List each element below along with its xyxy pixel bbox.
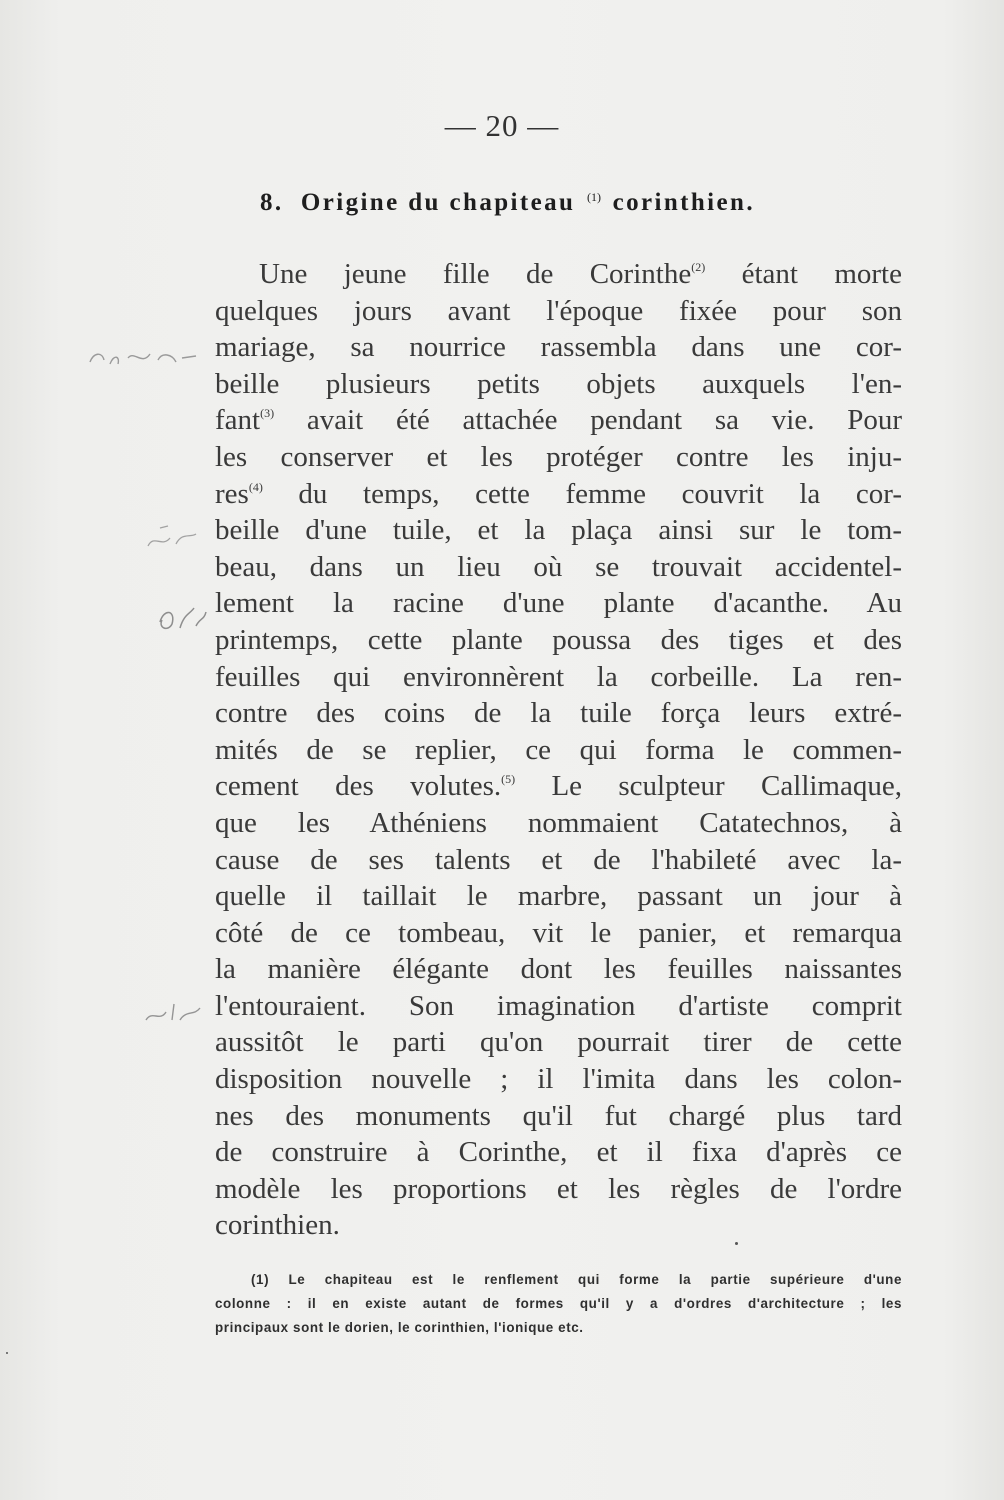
paragraph-line: disposition nouvelle ; il l'imita dans les colon- [215,1063,902,1096]
pencil-annotation [150,598,210,638]
pencil-annotation [84,340,204,374]
heading-title-part1: Origine du chapiteau [300,189,576,216]
footnote [215,1268,902,1340]
ink-speck [6,1352,8,1354]
paragraph-line: mariage, sa nourrice rassembla dans une cor- [215,331,902,364]
paragraph-line: quelle il taillait le marbre, passant un jour à [215,880,902,913]
body-paragraph [215,256,902,1244]
section-number: 8. [260,189,284,216]
paragraph-line: modèle les proportions et les règles de l'ordre [215,1172,902,1205]
footnote-ref: (2) [691,260,706,274]
paragraph-line: côté de ce tombeau, vit le panier, et remarqua [215,916,902,949]
footnote-ref: (5) [501,772,516,787]
paragraph-line: feuilles qui environnèrent la corbeille. La ren- [215,660,902,693]
paragraph-line: l'entouraient. Son imagination d'artiste comprit [215,989,902,1022]
pencil-annotation [140,518,210,558]
paragraph-line: res$^{(4)}$ du temps, cette femme couvrit la cor- [215,477,902,510]
footnote-line: (1) Le chapiteau est le renflement qui forme la partie supérieure d'une [251,1272,902,1287]
footnote-ref: (3) [260,406,275,421]
paragraph-line: la manière élégante dont les feuilles naissantes [215,953,902,986]
paragraph-line: fant$^{(3)}$ avait été attachée pendant sa vie. Pour [215,404,902,437]
heading-footnote-ref: (1) [586,190,601,204]
paragraph-line: beille d'une tuile, et la plaça ainsi sur le tom- [215,514,902,547]
paragraph-line: beau, dans un lieu où se trouvait accidentel- [215,550,902,583]
paragraph-line: nes des monuments qu'il fut chargé plus tard [215,1099,902,1132]
paragraph-line: lement la racine d'une plante d'acanthe. Au [215,587,902,620]
paragraph-line: printemps, cette plante poussa des tiges et des [215,623,902,656]
pencil-annotation [138,996,206,1030]
paragraph-line: Une jeune fille de Corinthe$^{(2)}$ étant morte [259,258,902,290]
footnote-ref: (4) [248,479,263,494]
paragraph-line: beille plusieurs petits objets auxquels l'en- [215,367,902,400]
paragraph-line: cause de ses talents et de l'habileté avec la- [215,843,902,876]
footnote-line: principaux sont le dorien, le corinthien, l'ionique etc. [215,1320,584,1335]
paragraph-line: corinthien. [215,1209,340,1242]
paragraph-line: que les Athéniens nommaient Catatechnos, à [215,806,902,839]
heading-title-part2: corinthien. [612,189,755,216]
paragraph-line: cement des volutes.$^{(5)}$ Le sculpteur Callimaque, [215,770,902,803]
paragraph-line: quelques jours avant l'époque fixée pour son [215,294,902,327]
footnote-line: colonne : il en existe autant de formes qu'il y a d'ordres d'architecture ; les [215,1296,902,1311]
paragraph-line: aussitôt le parti qu'on pourrait tirer de cette [215,1026,902,1059]
paragraph-line: contre des coins de la tuile força leurs extré- [215,697,902,730]
paragraph-line: de construire à Corinthe, et il fixa d'après ce [215,1136,902,1169]
page-number: — 20 — [444,108,560,143]
ink-speck [735,1242,738,1245]
paragraph-line: les conserver et les protéger contre les inju- [215,440,902,473]
section-heading [260,189,860,217]
paragraph-line: mités de se replier, ce qui forma le commen- [215,733,902,766]
